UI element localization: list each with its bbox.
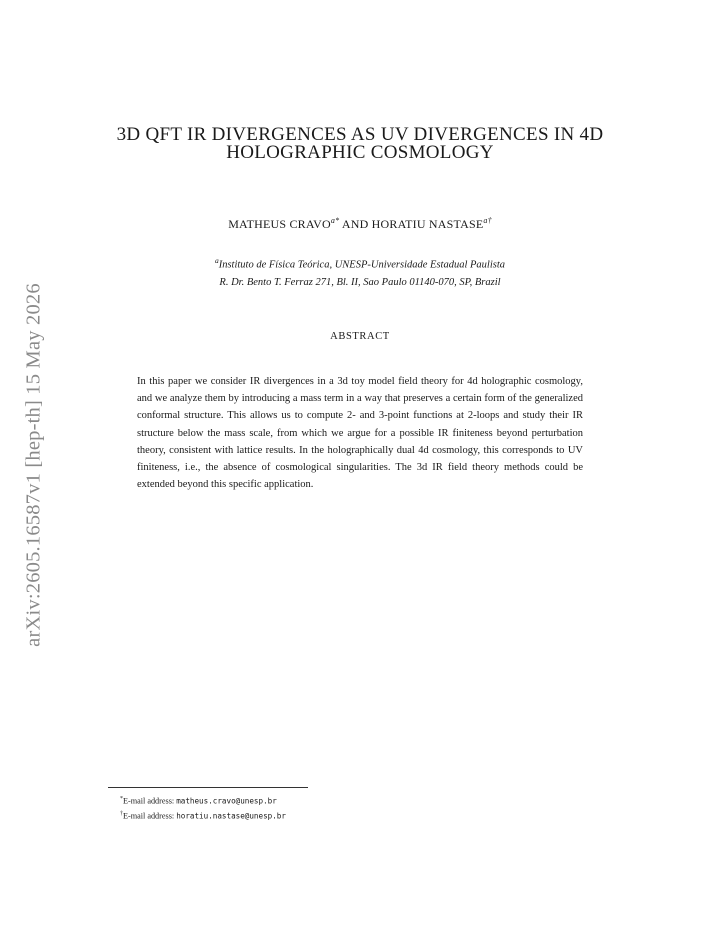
abstract-text: In this paper we consider IR divergences in a 3d toy model field theory for 4d holographic cosmology, and we analyze them by introducing a mass term in a way that preserves a certain form of the generalized conformal structure. This allows us to compute 2- and 3-point functions at 2-loops and study their IR structure below the mass scale, from which we argue for a possible IR finiteness beyond perturbation theory, consistent with lattice results. In the holographically dual 4d cosmology, this corresponds to UV finiteness, i.e., the absence of cosmological singularities. The 3d IR field theory methods could be extended beyond this specific application. [137,376,583,491]
author-affiliation-mark: a* [330,216,340,225]
title-line-2: HOLOGRAPHIC COSMOLOGY [226,142,494,163]
footnote-label: E-mail address: [123,811,177,821]
email-link[interactable]: horatiu.nastase@unesp.br [176,811,286,821]
paper-title [90,126,630,162]
affiliation-institute: Instituto de Física Teórica, UNESP-Universidade Estadual Paulista [218,259,506,271]
footnote-item [120,808,286,823]
affiliation [90,252,630,291]
email-link[interactable]: matheus.cravo@unesp.br [176,796,277,806]
abstract-heading: ABSTRACT [330,331,390,342]
author-name: MATHEUS CRAVO [228,217,331,231]
affiliation-mark: a [214,256,219,265]
footnote-mark: † [120,811,123,818]
author-list [90,216,630,232]
affiliation-line-1 [90,252,630,274]
title-line-1: 3D QFT IR DIVERGENCES AS UV DIVERGENCES IN 4D [116,124,604,145]
author-name: HORATIU NASTASE [371,217,484,231]
footnote-mark: * [120,796,123,802]
footnote-label: E-mail address: [123,796,177,806]
footnote-divider [108,787,308,788]
author-affiliation-mark: a† [483,216,492,225]
footnotes [120,793,286,823]
arxiv-identifier-stamp[interactable]: arXiv:2605.16587v1 [hep-th] 15 May 2026 [22,283,45,647]
author-connector: AND [339,217,372,231]
affiliation-line-2: R. Dr. Bento T. Ferraz 271, Bl. II, Sao Paulo 01140-070, SP, Brazil [219,276,501,288]
footnote-item [120,793,286,808]
